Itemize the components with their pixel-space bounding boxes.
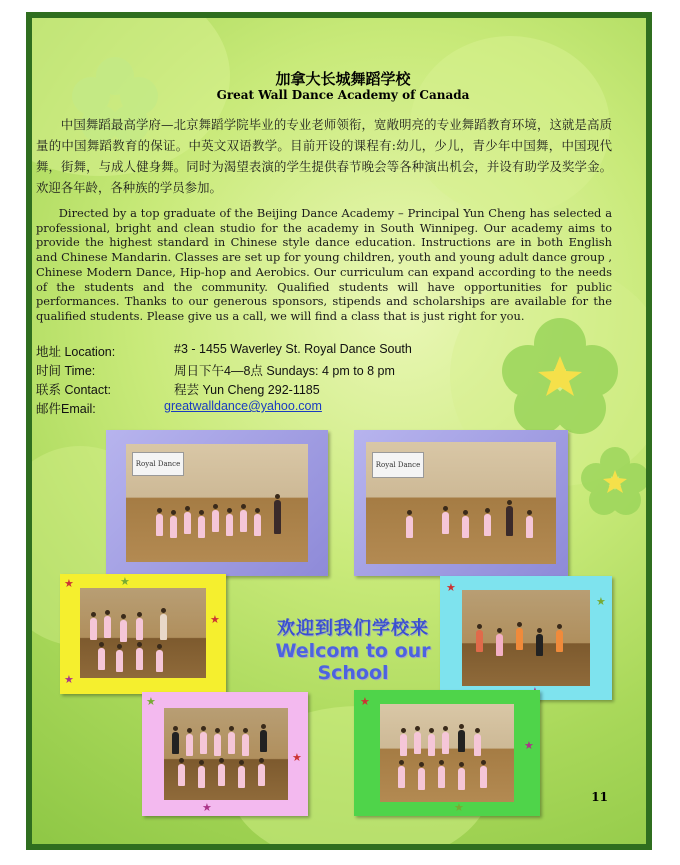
photo-frame <box>60 574 226 694</box>
photo-frame <box>440 576 612 700</box>
page-number: 11 <box>591 790 608 804</box>
studio-banner: Royal Dance <box>372 452 424 478</box>
star-icon: ★ <box>360 695 370 708</box>
intro-paragraph-chinese: 中国舞蹈最高学府—北京舞蹈学院毕业的专业老师领衔，宽敞明亮的专业舞蹈教育环境，这就是高质量的中国舞蹈教育的保证。中英文双语教学。目前开设的课程有:幼儿，少儿，青少年中国舞，中国现代舞，街舞，与成人健身舞。同时为渴望表演的学生提供春节晚会等各种演出机会，并设有助学及奖学金。欢迎各年龄，各种族的学员参加。 <box>36 117 612 195</box>
contact-info <box>36 342 596 432</box>
star-icon: ★ <box>454 801 464 814</box>
star-icon: ★ <box>146 695 156 708</box>
star-icon: ★ <box>202 801 212 814</box>
star-icon: ★ <box>524 739 534 752</box>
photo-frame <box>354 690 540 816</box>
intro-paragraph-english: Directed by a top graduate of the Beijing Dance Academy – Principal Yun Cheng has selected a professional, bright and clean studio for the academy in South Winnipeg. Our academy aims to provide the highest standard in Chinese style dance education. Instructions are in both English and Chinese Mandarin. Classes are set up for young children, youth and young adult dance group , Chinese Modern Dance, Hip-hop and Aerobics. Our curriculum can expand according to the needs of the students and the community. Qualified students will have opportunities for public performances. Thanks to our generous sponsors, stipends and scholarships are available for the qualified students. Please give us a call, we will find a class that is just right for you. <box>36 206 612 323</box>
welcome-text-english: Welcom to our School <box>275 640 431 684</box>
welcome-text-chinese: 欢迎到我们学校来 <box>277 618 429 639</box>
photo-frame <box>354 430 568 576</box>
class-group-photo <box>380 704 514 802</box>
email-link[interactable]: greatwalldance@yahoo.com <box>164 399 322 413</box>
studio-banner: Royal Dance <box>132 452 184 476</box>
welcome-wordart <box>258 614 448 684</box>
star-icon: ★ <box>446 581 456 594</box>
star-icon: ★ <box>120 575 130 588</box>
students-photo <box>80 588 206 678</box>
page-title-chinese: 加拿大长城舞蹈学校 <box>275 70 411 88</box>
page-frame <box>26 12 652 850</box>
class-group-photo <box>164 708 288 800</box>
page-title-english: Great Wall Dance Academy of Canada <box>216 88 470 102</box>
photo-frame <box>142 692 308 816</box>
star-icon: ★ <box>292 751 302 764</box>
star-icon: ★ <box>210 613 220 626</box>
star-icon: ★ <box>596 595 606 608</box>
students-teacher-photo <box>462 590 590 686</box>
flower-icon <box>580 446 650 516</box>
star-icon: ★ <box>64 673 74 686</box>
email-label: 邮件Email: <box>36 402 96 416</box>
location-value: #3 - 1455 Waverley St. Royal Dance South <box>174 342 412 356</box>
time-label: 时间 Time: <box>36 364 96 378</box>
contact-value: 程芸 Yun Cheng 292-1185 <box>174 383 320 397</box>
time-value: 周日下午4—8点 Sundays: 4 pm to 8 pm <box>174 364 395 378</box>
contact-label: 联系 Contact: <box>36 383 112 397</box>
dance-class-photo <box>366 442 556 564</box>
dance-class-photo <box>126 444 308 562</box>
star-icon: ★ <box>64 577 74 590</box>
photo-frame <box>106 430 328 576</box>
location-label: 地址 Location: <box>36 345 116 359</box>
